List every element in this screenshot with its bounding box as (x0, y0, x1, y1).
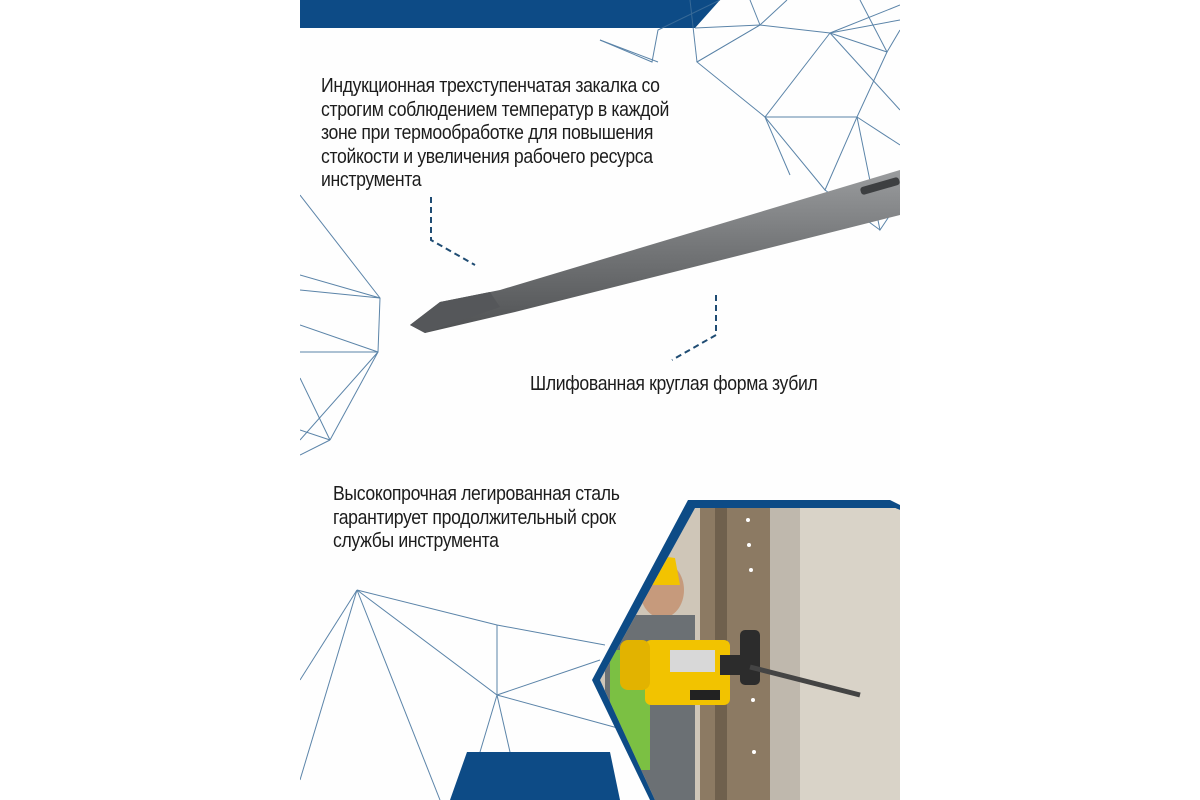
caption-line: инструмента (321, 168, 422, 191)
caption-line: Высокопрочная легированная сталь (333, 482, 620, 505)
caption-line: гарантирует продолжительный срок (333, 505, 616, 529)
top-blue-banner (300, 0, 720, 28)
caption-line: Индукционная трехступенчатая закалка со (321, 74, 660, 97)
caption-line: службы инструмента (333, 529, 499, 552)
caption-line: Шлифованная круглая форма зубил (530, 372, 818, 395)
caption-alloy-steel (333, 482, 620, 553)
callout-hardening (431, 197, 475, 265)
chisel-image (410, 170, 900, 333)
callout-shape (672, 295, 716, 360)
infographic-page (300, 0, 900, 800)
caption-line: стойкости и увеличения рабочего ресурса (321, 144, 653, 168)
bottom-blue-banner (450, 752, 620, 800)
caption-ground-round-shape (530, 372, 817, 396)
caption-line: строгим соблюдением температур в каждой (321, 97, 670, 121)
caption-line: зоне при термообработке для повышения (321, 121, 654, 144)
worker-photo (590, 500, 900, 800)
caption-induction-hardening (321, 74, 669, 192)
